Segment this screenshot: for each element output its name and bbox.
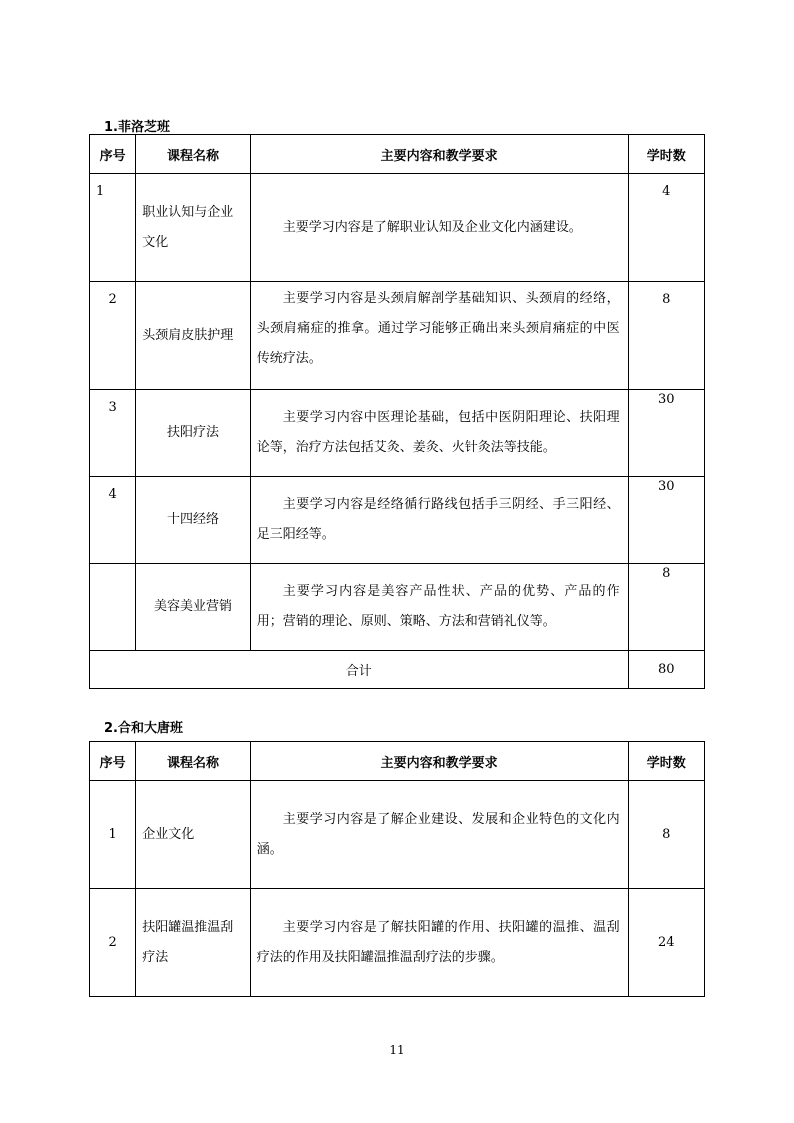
header-course-name: 课程名称 [136,135,251,174]
table-row [90,477,705,564]
row-content: 主要学习内容是了解企业建设、发展和企业特色的文化内涵。 [250,781,628,889]
row-hours: 4 [628,174,704,282]
row-hours: 24 [628,889,704,997]
row-content: 主要学习内容中医理论基础，包括中医阴阳理论、扶阳理论等，治疗方法包括艾灸、姜灸、火针灸法等技能。 [250,390,628,477]
row-hours: 8 [628,564,704,651]
row-course-name: 十四经络 [136,477,251,564]
table-header-row [90,135,705,174]
course-table-1 [89,134,705,689]
row-content: 主要学习内容是美容产品性状、产品的优势、产品的作用；营销的理论、原则、策略、方法和营销礼仪等。 [250,564,628,651]
header-content: 主要内容和教学要求 [250,135,628,174]
row-course-name: 头颈肩皮肤护理 [136,282,251,390]
row-content: 主要学习内容是经络循行路线包括手三阴经、手三阳经、足三阳经等。 [250,477,628,564]
row-no: 2 [90,282,136,390]
table-row [90,390,705,477]
header-no: 序号 [90,135,136,174]
row-hours: 8 [628,781,704,889]
header-no: 序号 [90,742,136,781]
row-course-name: 职业认知与企业文化 [136,174,251,282]
row-course-name: 企业文化 [136,781,251,889]
row-content: 主要学习内容是了解职业认知及企业文化内涵建设。 [250,174,628,282]
row-no: 4 [90,477,136,564]
row-no: 1 [90,781,136,889]
section-2-title: 2.合和大唐班 [104,721,183,736]
row-course-name: 扶阳疗法 [136,390,251,477]
table-row [90,174,705,282]
table-row [90,781,705,889]
header-hours: 学时数 [628,742,704,781]
section-1-title: 1.菲洛芝班 [104,120,170,135]
total-label: 合计 [90,651,629,689]
row-hours: 30 [628,477,704,564]
table-header-row [90,742,705,781]
row-course-name: 美容美业营销 [136,564,251,651]
header-course-name: 课程名称 [136,742,251,781]
row-hours: 8 [628,282,704,390]
row-content: 主要学习内容是了解扶阳罐的作用、扶阳罐的温推、温刮疗法的作用及扶阳罐温推温刮疗法的步骤。 [250,889,628,997]
row-hours: 30 [628,390,704,477]
row-content: 主要学习内容是头颈肩解剖学基础知识、头颈肩的经络，头颈肩痛症的推拿。通过学习能够正确出来头颈肩痛症的中医传统疗法。 [250,282,628,390]
page-number: 11 [389,1043,405,1057]
header-content: 主要内容和教学要求 [250,742,628,781]
table-row [90,889,705,997]
row-course-name: 扶阳罐温推温刮疗法 [136,889,251,997]
course-table-2 [89,741,705,997]
table-row [90,564,705,651]
total-row [90,651,705,689]
row-no: 2 [90,889,136,997]
header-hours: 学时数 [628,135,704,174]
row-no [90,564,136,651]
row-no: 1 [90,174,136,282]
total-hours: 80 [628,651,704,689]
row-no: 3 [90,390,136,477]
table-row [90,282,705,390]
